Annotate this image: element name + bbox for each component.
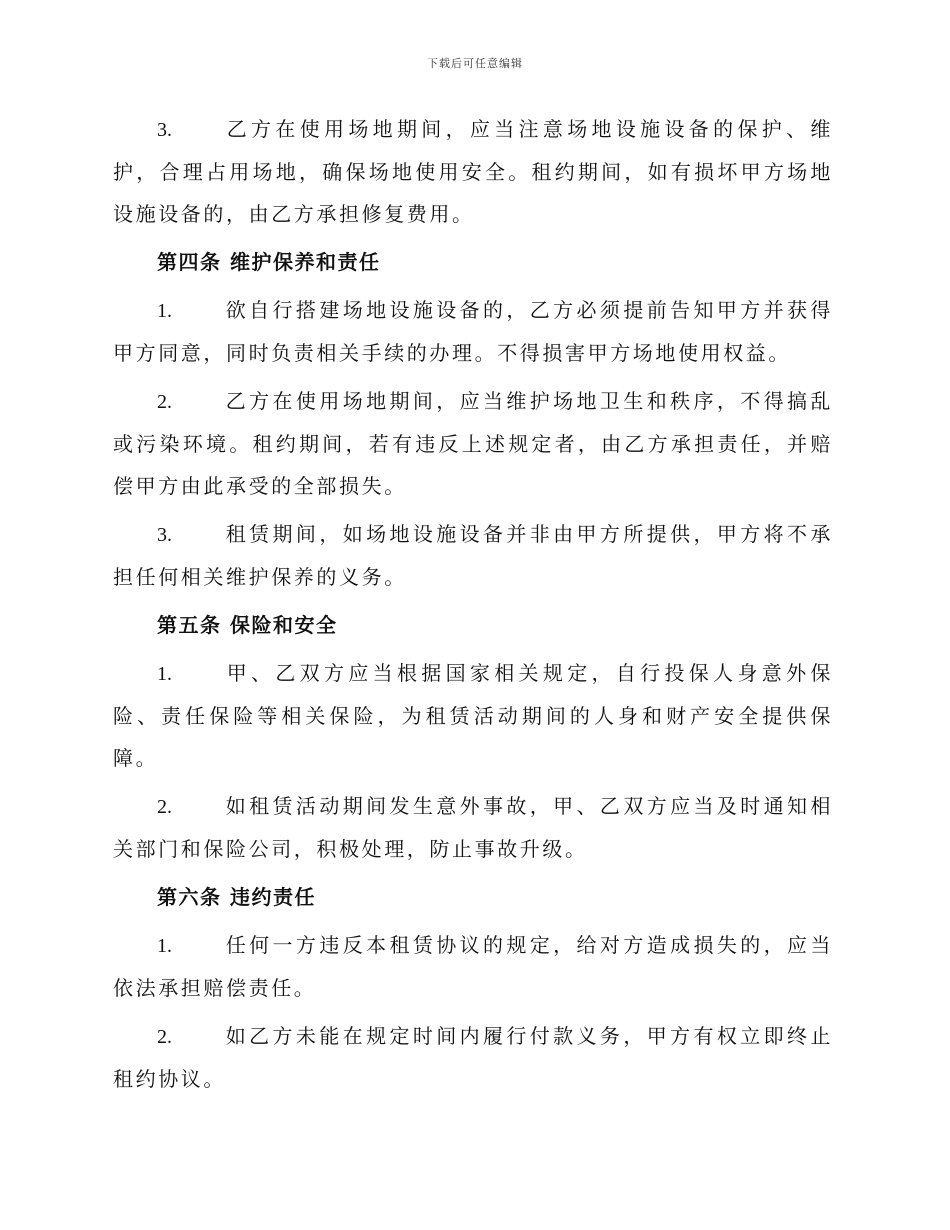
item-number: 1. [157,935,172,957]
clause-item [113,108,833,235]
item-text: 租赁期间，如场地设施设备并非由甲方所提供，甲方将不承担任何相关维护保养的义务。 [113,522,833,589]
section-heading: 第六条 违约责任 [157,885,316,909]
item-number: 1. [157,300,172,322]
section-heading: 第四条 维护保养和责任 [157,250,381,274]
item-number: 3. [157,119,172,141]
document-body [113,108,833,1106]
section-heading: 第五条 保险和安全 [157,613,338,637]
item-text: 乙方在使用场地期间，应当注意场地设施设备的保护、维护，合理占用场地，确保场地使用安全。租约期间，如有损坏甲方场地设施设备的，由乙方承担修复费用。 [113,117,833,226]
clause-item [113,1015,833,1100]
item-number: 2. [157,1026,172,1048]
item-number: 2. [157,796,172,818]
clause-item [113,289,833,374]
item-number: 2. [157,391,172,413]
page-header: 下载后可任意编辑 [427,57,523,70]
item-number: 1. [157,663,172,685]
clause-item [113,380,833,507]
item-number: 3. [157,524,172,546]
clause-item [113,652,833,779]
item-text: 欲自行搭建场地设施设备的，乙方必须提前告知甲方并获得甲方同意，同时负责相关手续的办理。不得损害甲方场地使用权益。 [113,298,833,365]
item-text: 乙方在使用场地期间，应当维护场地卫生和秩序，不得搞乱或污染环境。租约期间，若有违反上述规定者，由乙方承担责任，并赔偿甲方由此承受的全部损失。 [113,389,833,498]
clause-item [113,924,833,1009]
item-text: 如乙方未能在规定时间内履行付款义务，甲方有权立即终止租约协议。 [113,1024,833,1091]
clause-item [113,785,833,870]
item-text: 任何一方违反本租赁协议的规定，给对方造成损失的，应当依法承担赔偿责任。 [113,933,833,1000]
clause-item [113,513,833,598]
item-text: 甲、乙双方应当根据国家相关规定，自行投保人身意外保险、责任保险等相关保险，为租赁活动期间的人身和财产安全提供保障。 [113,661,833,770]
item-text: 如租赁活动期间发生意外事故，甲、乙双方应当及时通知相关部门和保险公司，积极处理，防止事故升级。 [113,794,833,861]
